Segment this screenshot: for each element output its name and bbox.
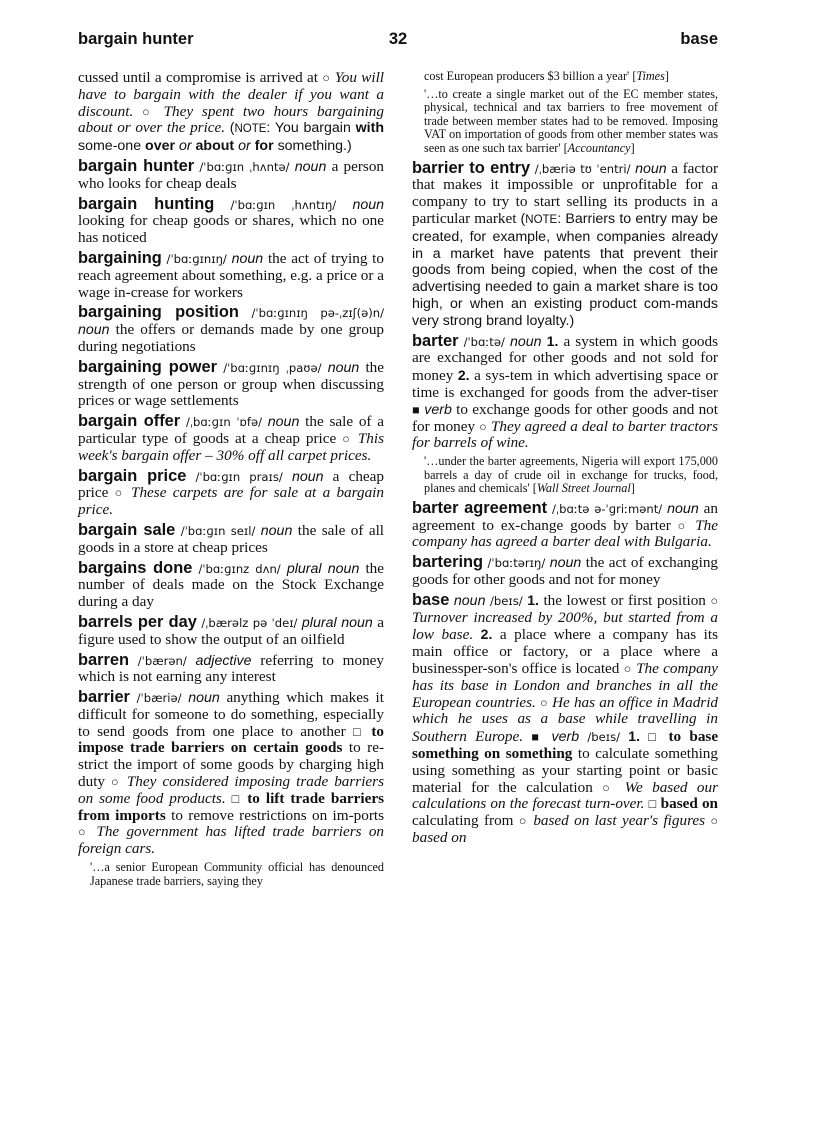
definition: looking for cheap goods or shares, which no one has noticed <box>78 212 384 247</box>
pronunciation: /ˈbɑːtərɪŋ/ <box>487 556 546 571</box>
entry-bargain-price <box>78 468 384 519</box>
entry-bargain-hunter <box>78 158 384 193</box>
sense-number: 2. <box>457 367 470 384</box>
quote-source: Wall Street Journal <box>536 481 631 496</box>
citation-quote: '…under the barter agreements, Nigeria will export 175,000 barrels a day of crude oil in exchange for trucks, food, planes and chemicals' [Wall Street Journal] <box>424 454 718 496</box>
example: He has an office in Madrid which he uses as a base while travelling in Southern Europe. <box>412 693 719 746</box>
headword: bartering <box>412 553 484 572</box>
circle-icon: ○ <box>114 486 125 501</box>
example: based on <box>412 829 467 847</box>
square-icon: □ <box>648 730 661 745</box>
definition: an agreement to ex-change goods by barter <box>412 499 718 534</box>
usage-note: (NOTE: You bargain with some-one over or about or for something.) <box>78 120 384 155</box>
part-of-speech: plural noun <box>301 614 373 631</box>
example: You will have to bargain with the dealer if you want a discount. <box>78 69 385 120</box>
page-number: 32 <box>388 30 408 48</box>
headword: base <box>412 590 450 609</box>
definition: the act of exchanging goods for other goods and not for money <box>412 554 719 589</box>
part-of-speech: noun <box>188 690 220 707</box>
part-of-speech: noun <box>267 414 300 431</box>
header-first-headword: bargain hunter <box>78 30 194 48</box>
quote-source: Times <box>636 69 665 83</box>
quote-text: '…to create a single market out of the EC member states, physical, technical and tax barriers to free movement of trade between member states had to be removed. Imposing VAT on importation of goods from other member states was seen as one such tax barrier' <box>424 86 718 155</box>
entry-bargaining-position <box>78 304 384 355</box>
part-of-speech: noun <box>291 468 324 485</box>
pronunciation: /ˈbɑːɡɪnɪŋ/ <box>166 251 227 266</box>
example: The government has lifted trade barriers on foreign cars. <box>78 823 385 858</box>
filled-square-icon: ■ <box>531 730 544 745</box>
phrase: to lift trade barriers from imports <box>78 789 385 824</box>
entry-barrels-per-day <box>78 614 384 649</box>
definition: the strength of one person or group when discussing prices or wage settlements <box>78 358 385 410</box>
headword: bargain price <box>78 466 187 485</box>
pronunciation: /ˈbɑːɡɪn praɪs/ <box>195 469 283 484</box>
pronunciation: /ˈbɑːɡɪnz dʌn/ <box>198 561 281 576</box>
square-icon: □ <box>648 797 657 812</box>
entry-continuation <box>78 70 384 155</box>
part-of-speech: noun <box>260 522 293 539</box>
pronunciation: /ˈbɑːɡɪnɪŋ pə-ˌzɪʃ(ə)n/ <box>251 306 384 321</box>
quote-text: cost European producers $3 billion a year' <box>424 69 630 83</box>
circle-icon: ○ <box>342 431 352 446</box>
headword: bargains done <box>78 558 193 577</box>
definition: to remove restrictions on im-ports <box>171 806 385 824</box>
entry-barter <box>412 333 718 453</box>
example: They considered imposing trade barriers on some food products. <box>78 773 384 807</box>
definition: the sale of all goods in a store at cheap prices <box>78 521 385 556</box>
definition-text: cussed until a compromise is arrived at <box>78 69 319 86</box>
headword: bargain offer <box>78 412 181 431</box>
example: based on last year's figures <box>533 812 706 830</box>
square-icon: □ <box>231 791 242 806</box>
headword: barrier to entry <box>412 158 531 177</box>
headword: barrels per day <box>78 612 197 631</box>
definition: the lowest or first position <box>543 591 706 609</box>
definition: a system in which goods are exchanged for other goods and not sold for money <box>412 332 719 385</box>
circle-icon: ○ <box>677 518 689 533</box>
definition: to calculate something using something as your starting point or basic material for the calculation <box>412 745 718 796</box>
definition: calculating from <box>412 812 514 830</box>
entry-bargain-hunting <box>78 196 384 247</box>
phrase: to impose trade barriers on certain goods <box>78 722 385 757</box>
part-of-speech: noun <box>453 592 486 609</box>
definition: a place where a company has its main office or factory, or a place where a businessper-son's office is located <box>412 626 719 678</box>
definition: referring to money which is not earning any interest <box>78 651 385 686</box>
sense-number: 1. <box>527 591 539 608</box>
headword: barrier <box>78 688 130 707</box>
phrase: to base something on something <box>412 728 719 763</box>
part-of-speech: noun <box>667 500 699 517</box>
quote-source: Accountancy <box>567 140 631 155</box>
entry-barren <box>78 652 384 687</box>
definition: the number of deals made on the Stock Exchange during a day <box>78 559 385 611</box>
headword: barren <box>78 650 130 669</box>
citation-quote <box>90 861 384 888</box>
pronunciation: /ˈbɑːtə/ <box>463 334 505 349</box>
example: They spent two hours bargaining about or over the price. <box>78 102 384 137</box>
part-of-speech: noun <box>294 158 327 175</box>
quote-text: '…a senior European Community official has denounced Japanese trade barriers, saying they <box>90 860 384 888</box>
pronunciation: /ˌbɑːtə ə-ˈɡriːmənt/ <box>552 501 663 516</box>
citation-quote: '…to create a single market out of the EC member states, physical, technical and tax barriers to free movement of trade between member states had to be removed. Imposing VAT on importation of goods from other member states was seen as one such tax barrier' [Accountancy] <box>424 86 718 155</box>
pronunciation: /beɪs/ <box>490 593 523 608</box>
entry-bargains-done <box>78 560 384 611</box>
part-of-speech: verb <box>551 729 580 746</box>
definition: a cheap price <box>78 467 384 502</box>
definition: a sys-tem in which advertising space or time is exchanged for goods from the adver-tiser <box>412 367 719 401</box>
example: The company has agreed a barter deal with Bulgaria. <box>412 516 718 551</box>
circle-icon: ○ <box>710 593 719 608</box>
headword: bargaining position <box>78 303 239 322</box>
entry-base <box>412 592 718 847</box>
circle-icon: ○ <box>602 780 616 795</box>
entry-bargaining <box>78 250 384 301</box>
quote-text: '…under the barter agreements, Nigeria will export 175,000 barrels a day of crude oil in exchange for trucks, food, planes and chemicals' <box>424 454 718 496</box>
example: Turnover increased by 200%, but started from a low base. <box>412 608 718 644</box>
page-header <box>78 30 718 56</box>
entry-bargaining-power <box>78 359 384 410</box>
circle-icon: ○ <box>540 695 548 710</box>
entry-barrier-to-entry <box>412 160 718 330</box>
pronunciation: /ˈbɑːɡɪn seɪl/ <box>180 523 256 538</box>
pronunciation: /ˈbɑːɡɪn ˌhʌntə/ <box>199 159 290 174</box>
definition: to exchange goods for other goods and not for money <box>412 400 718 435</box>
right-column <box>412 70 718 850</box>
part-of-speech: plural noun <box>286 560 360 577</box>
headword: barter <box>412 331 459 350</box>
definition: the sale of a particular type of goods at a cheap price <box>78 413 385 447</box>
filled-square-icon: ■ <box>412 402 421 417</box>
circle-icon: ○ <box>78 825 90 840</box>
definition: the offers or demands made by one group during negotiations <box>78 321 385 355</box>
definition: the act of trying to reach agreement about something, e.g. a price or a wage in-crease for workers <box>78 249 384 301</box>
pronunciation: /beɪs/ <box>587 730 621 745</box>
usage-note: (NOTE: Barriers to entry may be created, for example, when companies already in a market have patents that prevent their goods from being copied, when the cost of the advertising needed to gain a market share is too high, or when an existing product com-mands very strong brand loyalty.) <box>412 210 718 329</box>
pronunciation: /ˈbærən/ <box>137 653 187 668</box>
headword: bargain hunter <box>78 156 195 175</box>
sense-number: 1. <box>628 728 640 745</box>
circle-icon: ○ <box>623 662 632 677</box>
headword: bargaining power <box>78 357 217 376</box>
part-of-speech: noun <box>327 359 360 376</box>
pronunciation: /ˌbæriə tʊ ˈentri/ <box>534 161 631 176</box>
part-of-speech: noun <box>231 250 264 267</box>
example: This week's bargain offer – 30% off all carpet prices. <box>78 429 384 464</box>
header-last-headword: base <box>680 30 718 48</box>
part-of-speech: noun <box>352 196 385 213</box>
part-of-speech: adjective <box>195 652 252 669</box>
headword: bargain sale <box>78 520 176 539</box>
circle-icon: ○ <box>518 814 528 829</box>
entry-bargain-offer <box>78 413 384 464</box>
circle-icon: ○ <box>111 775 121 790</box>
part-of-speech: verb <box>424 401 452 418</box>
entry-barter-agreement <box>412 500 718 551</box>
part-of-speech: noun <box>635 160 667 177</box>
citation-quote: cost European producers $3 billion a year' [Times] <box>424 69 669 83</box>
entry-barrier <box>78 689 384 858</box>
square-icon: □ <box>353 724 365 739</box>
headword: barter agreement <box>412 498 548 517</box>
example: We based our calculations on the forecast turn-over. <box>412 778 719 813</box>
part-of-speech: noun <box>78 322 110 339</box>
pronunciation: /ˈbɑːɡɪnɪŋ ˌpaʊə/ <box>223 360 322 375</box>
sense-number: 1. <box>546 332 559 349</box>
circle-icon: ○ <box>710 814 718 829</box>
entry-bartering <box>412 554 718 589</box>
definition: to re-strict the import of some goods by charging high duty <box>78 739 385 791</box>
definition: anything which makes it difficult for someone to do something, especially to send goods from one place to another <box>78 689 384 740</box>
circle-icon: ○ <box>479 419 487 434</box>
left-column <box>78 70 384 892</box>
definition: a factor that makes it impossible or unprofitable for a company to try to start selling its products in a particular market <box>412 159 719 227</box>
pronunciation: /ˌbɑːɡɪn ˈɒfə/ <box>185 415 262 430</box>
example: They agreed a deal to barter tractors for barrels of wine. <box>412 417 718 452</box>
circle-icon: ○ <box>142 104 155 119</box>
circle-icon: ○ <box>322 71 331 85</box>
phrase: based on <box>660 795 718 813</box>
pronunciation: /ˈbɑːɡɪn ˌhʌntɪŋ/ <box>230 197 337 212</box>
part-of-speech: noun <box>549 555 582 572</box>
headword: bargain hunting <box>78 194 215 213</box>
example: These carpets are for sale at a bargain price. <box>78 484 384 519</box>
entry-bargain-sale <box>78 522 384 557</box>
example: The company has its base in London and branches in all the European countries. <box>412 660 719 711</box>
headword: bargaining <box>78 248 162 267</box>
pronunciation: /ˈbæriə/ <box>136 691 182 706</box>
part-of-speech: noun <box>510 333 542 350</box>
definition: a person who looks for cheap deals <box>78 157 385 192</box>
definition: a figure used to show the output of an oilfield <box>78 613 385 648</box>
sense-number: 2. <box>480 626 493 643</box>
pronunciation: /ˌbærəlz pə ˈdeɪ/ <box>201 615 298 630</box>
